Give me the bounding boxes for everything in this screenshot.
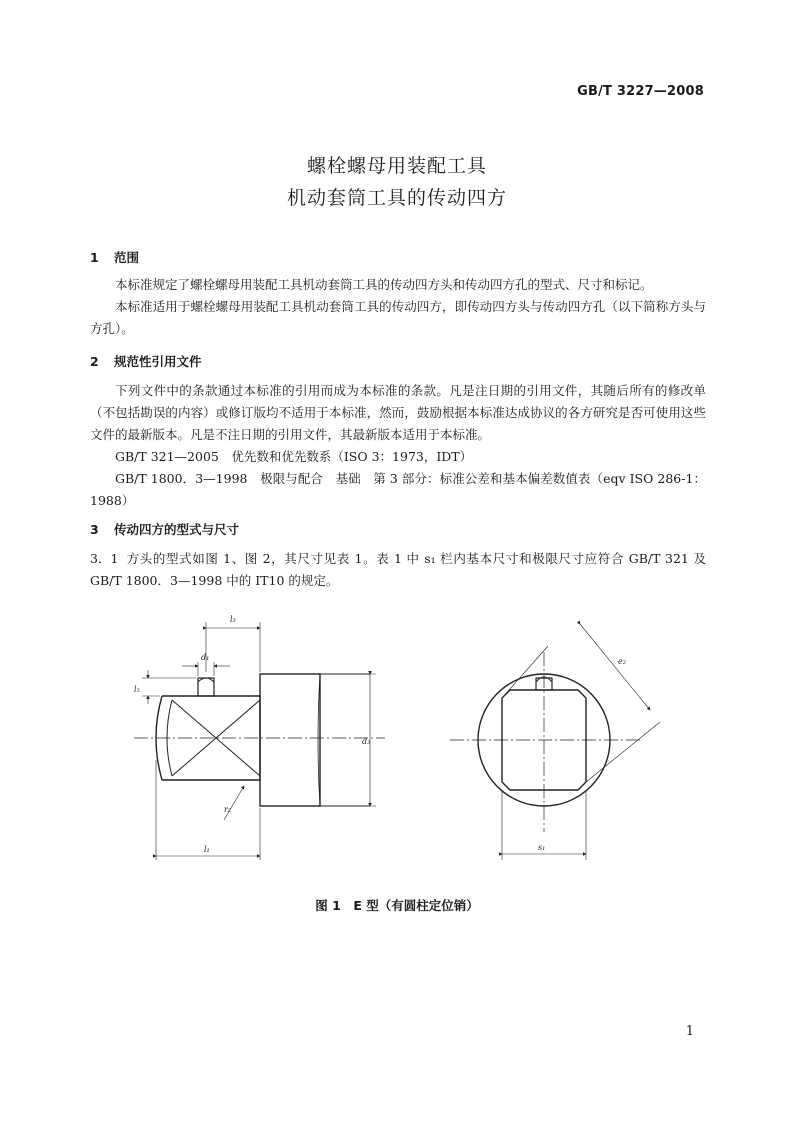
label-r2: r₂ bbox=[224, 805, 232, 814]
figure-1-drawing bbox=[120, 610, 720, 880]
shank-outline bbox=[260, 674, 320, 806]
reference-gbt1800: GB/T 1800．3—1998 极限与配合 基础 第 3 部分：标准公差和基本偏差数值表（eqv ISO 286-1：1988） bbox=[90, 471, 706, 508]
section-1-heading bbox=[90, 248, 139, 266]
label-e2: e₂ bbox=[618, 657, 626, 666]
label-l5: l₅ bbox=[134, 685, 140, 694]
section-3-heading bbox=[90, 520, 239, 538]
section-1-para-2: 本标准适用于螺栓螺母用装配工具机动套筒工具的传动四方，即传动四方头与传动四方孔（以下简称方头与方孔）。 bbox=[90, 299, 706, 336]
section-number: 2 bbox=[90, 354, 99, 369]
clause-text: 方头的型式如图 1、图 2，其尺寸见表 1。表 1 中 s₁ 栏内基本尺寸和极限尺寸应符合 GB/T 321 及 GB/T 1800．3—1998 中的 IT10 的规定。 bbox=[90, 551, 706, 588]
label-d1: d₁ bbox=[201, 653, 210, 662]
clause-3-1 bbox=[90, 548, 706, 592]
clause-number: 3．1 bbox=[90, 551, 119, 566]
page-number: 1 bbox=[685, 1024, 694, 1039]
section-number: 3 bbox=[90, 522, 99, 537]
section-2-heading bbox=[90, 352, 202, 370]
label-l3: l₃ bbox=[230, 615, 236, 624]
locating-pin bbox=[198, 678, 214, 696]
section-2-para-1: 下列文件中的条款通过本标准的引用而成为本标准的条款。凡是注日期的引用文件，其随后所有的修改单（不包括勘误的内容）或修订版均不适用于本标准，然而，鼓励根据本标准达成协议的各方研究是否可使用这些文件的最新版本。凡是不注日期的引用文件，其最新版本适用于本标准。 bbox=[90, 383, 706, 442]
figure-1 bbox=[120, 610, 720, 884]
section-1-para-1: 本标准规定了螺栓螺母用装配工具机动套筒工具的传动四方头和传动四方孔的型式、尺寸和标记。 bbox=[115, 277, 653, 292]
standard-number: GB/T 3227—2008 bbox=[577, 84, 704, 99]
section-title: 传动四方的型式与尺寸 bbox=[114, 522, 240, 537]
section-title: 范围 bbox=[114, 250, 140, 265]
section-title: 规范性引用文件 bbox=[114, 354, 202, 369]
label-s1: s₁ bbox=[538, 843, 546, 852]
title-line-2: 机动套筒工具的传动四方 bbox=[286, 187, 507, 209]
label-l1: l₁ bbox=[204, 845, 210, 854]
title-line-1: 螺栓螺母用装配工具 bbox=[306, 155, 487, 177]
reference-gbt321: GB/T 321—2005 优先数和优先数系（ISO 3：1973，IDT） bbox=[115, 449, 473, 464]
label-d3: d₃ bbox=[362, 737, 371, 746]
figure-caption: 图 1 E 型（有圆柱定位销） bbox=[315, 898, 479, 913]
section-number: 1 bbox=[90, 250, 99, 265]
